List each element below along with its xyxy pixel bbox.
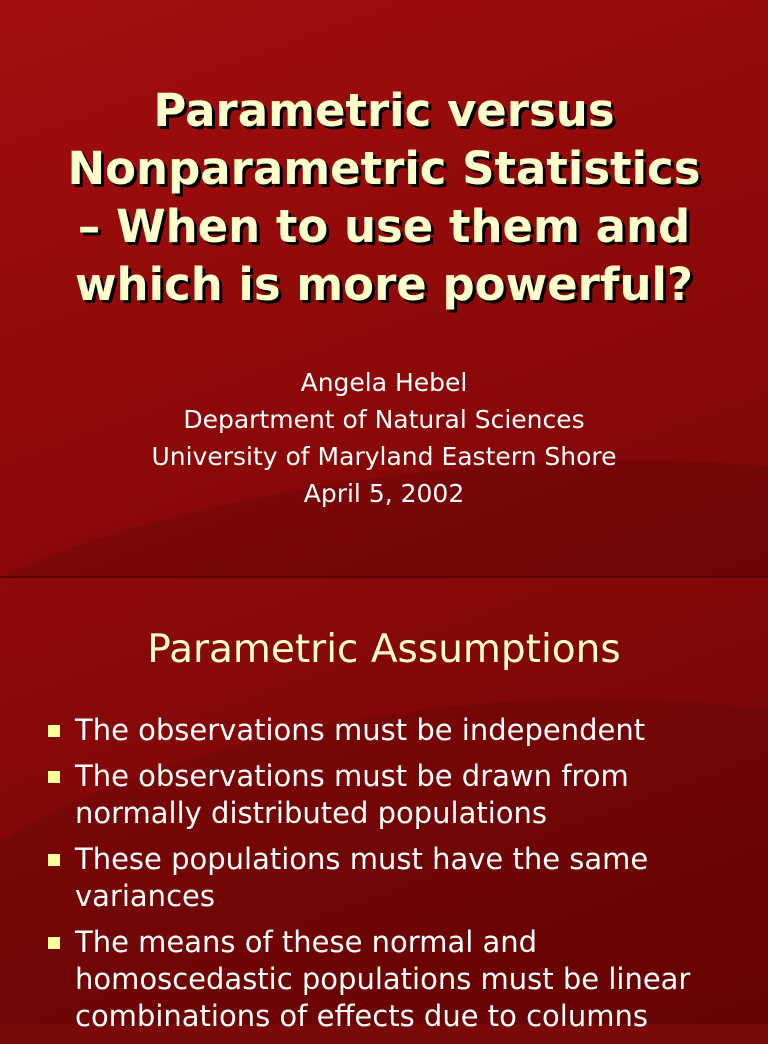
author-name: Angela Hebel (300, 368, 468, 397)
bullet-text: The means of these normal and homoscedastic populations must be linear combinations of effects due to columns (75, 925, 691, 1033)
title-line: Nonparametric Statistics (67, 142, 701, 195)
square-bullet-icon (48, 937, 60, 949)
bullet-text: The observations must be drawn from normally distributed populations (75, 759, 629, 830)
department: Department of Natural Sciences (183, 405, 585, 434)
bullet-text: These populations must have the same variances (75, 842, 649, 913)
bullet-list (46, 712, 746, 1044)
title-line: Parametric versus (153, 84, 615, 137)
square-bullet-icon (48, 725, 60, 737)
slide-title (20, 82, 748, 314)
bullet-item (46, 712, 746, 749)
title-line: – When to use them and (77, 200, 691, 253)
title-line: which is more powerful? (74, 258, 694, 311)
university: University of Maryland Eastern Shore (151, 442, 617, 471)
square-bullet-icon (48, 771, 60, 783)
bullet-item (46, 924, 746, 1035)
bullet-item (46, 841, 746, 915)
author-block (20, 364, 748, 512)
square-bullet-icon (48, 854, 60, 866)
presentation-date: April 5, 2002 (303, 479, 465, 508)
bullet-item (46, 758, 746, 832)
slide-heading: Parametric Assumptions (147, 627, 621, 672)
bullet-text: The observations must be independent (75, 713, 646, 747)
